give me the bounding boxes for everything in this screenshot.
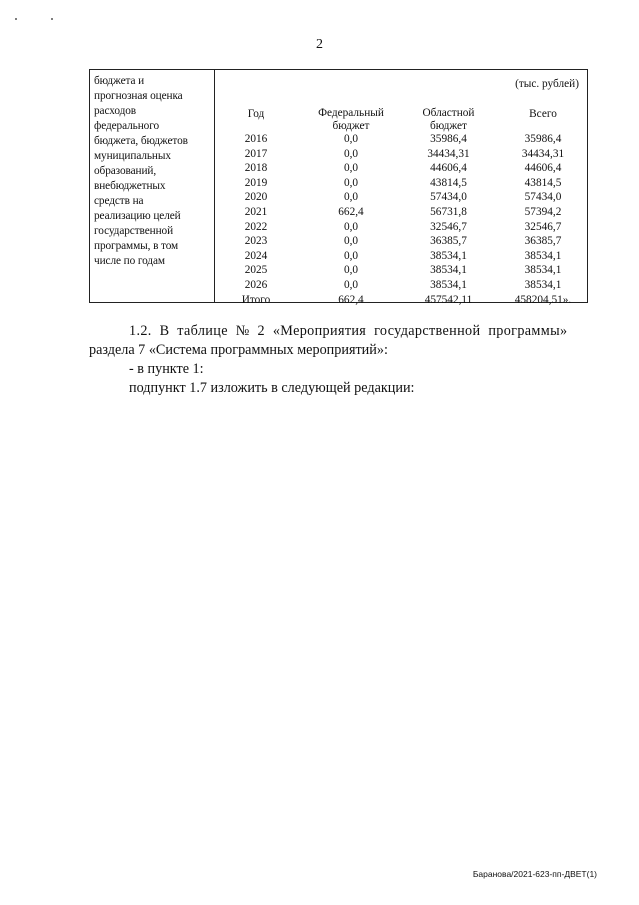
table-row bbox=[216, 220, 587, 235]
cell-year: 2023 bbox=[244, 235, 268, 248]
header-regional-line: Областной bbox=[422, 107, 475, 119]
label-line: расходов bbox=[94, 105, 136, 117]
cell-federal: 0,0 bbox=[343, 162, 359, 175]
cell-regional: 32546,7 bbox=[430, 220, 467, 233]
table-row bbox=[216, 249, 587, 264]
cell-regional: 34434,31 bbox=[427, 147, 470, 160]
label-line: средств на bbox=[94, 195, 144, 207]
header-federal-line: бюджет bbox=[332, 120, 370, 132]
label-line: государственной bbox=[94, 225, 174, 237]
label-line: числе по годам bbox=[94, 255, 165, 267]
cell-federal: 0,0 bbox=[343, 133, 359, 145]
page-number: 2 bbox=[316, 37, 323, 52]
label-line: федерального bbox=[94, 120, 159, 132]
paragraph-amendment bbox=[89, 322, 586, 360]
cell-regional: 457542,11 bbox=[424, 293, 473, 306]
table-row-total bbox=[216, 293, 587, 308]
cell-total: 36385,7 bbox=[524, 235, 562, 248]
label-line: прогнозная оценка bbox=[94, 90, 183, 102]
table-values-cell bbox=[216, 70, 587, 306]
cell-federal: 0,0 bbox=[343, 264, 359, 277]
cell-total: 35986,4 bbox=[524, 133, 562, 145]
cell-federal: 0,0 bbox=[343, 147, 359, 160]
label-line: программы, в том bbox=[94, 240, 179, 252]
cell-total: 57394,2 bbox=[524, 205, 562, 218]
cell-regional: 38534,1 bbox=[430, 278, 467, 291]
cell-total: 43814,5 bbox=[524, 176, 562, 189]
cell-federal: 0,0 bbox=[343, 235, 359, 248]
table-row bbox=[216, 205, 587, 220]
header-year bbox=[220, 108, 292, 121]
header-year-text: Год bbox=[247, 108, 265, 120]
cell-federal: 0,0 bbox=[343, 191, 359, 204]
table-row-label bbox=[90, 70, 215, 302]
cell-total: 44606,4 bbox=[524, 162, 562, 175]
cell-regional: 56731,8 bbox=[430, 205, 467, 218]
cell-total: 34434,31 bbox=[521, 147, 565, 160]
table-row bbox=[216, 263, 587, 278]
cell-federal: 0,0 bbox=[343, 220, 359, 233]
cell-year: 2022 bbox=[244, 220, 268, 233]
cell-year: 2018 bbox=[244, 162, 268, 175]
header-federal-line: Федеральный bbox=[318, 107, 384, 119]
table-row bbox=[216, 190, 587, 205]
scan-speck bbox=[51, 18, 53, 20]
table-row bbox=[216, 278, 587, 293]
cell-total: 32546,7 bbox=[524, 220, 562, 233]
cell-federal: 0,0 bbox=[343, 249, 359, 262]
cell-total: 57434,0 bbox=[524, 191, 562, 204]
cell-federal: 662,4 bbox=[338, 293, 364, 306]
cell-year: 2019 bbox=[244, 176, 268, 189]
scan-speck bbox=[15, 18, 17, 20]
header-federal bbox=[302, 107, 400, 133]
cell-year: Итого bbox=[241, 293, 271, 306]
label-line: внебюджетных bbox=[94, 180, 166, 192]
cell-year: 2026 bbox=[244, 278, 268, 291]
cell-year: 2025 bbox=[244, 264, 268, 277]
paragraph-subitem: подпункт 1.7 изложить в следующей редакции: bbox=[129, 380, 415, 396]
paragraph-line: раздела 7 «Система программных мероприятий»: bbox=[89, 342, 388, 358]
paragraph-item: - в пункте 1: bbox=[129, 361, 204, 377]
table-body bbox=[216, 132, 587, 307]
cell-year: 2020 bbox=[244, 191, 268, 204]
document-footer-code: Баранова/2021-623-пп-ДВЕТ(1) bbox=[472, 869, 597, 879]
cell-total: 38534,1 bbox=[524, 264, 562, 277]
cell-regional: 44606,4 bbox=[430, 162, 467, 175]
cell-year: 2024 bbox=[244, 249, 268, 262]
cell-federal: 0,0 bbox=[343, 278, 359, 291]
cell-year: 2021 bbox=[244, 205, 268, 218]
cell-total: 38534,1 bbox=[524, 249, 562, 262]
cell-regional: 35986,4 bbox=[430, 133, 467, 145]
table-row bbox=[216, 132, 587, 147]
header-regional-line: бюджет bbox=[430, 120, 467, 132]
cell-regional: 43814,5 bbox=[430, 176, 467, 189]
cell-year: 2017 bbox=[244, 147, 268, 160]
header-total-text: Всего bbox=[529, 108, 557, 120]
header-total bbox=[497, 108, 589, 121]
label-line: реализацию целей bbox=[94, 210, 181, 222]
header-regional bbox=[400, 107, 497, 133]
paragraph-line: 1.2. В таблице № 2 «Мероприятия государственной программы» bbox=[129, 323, 568, 339]
cell-federal: 662,4 bbox=[338, 205, 364, 218]
cell-total: 38534,1 bbox=[524, 278, 562, 291]
label-line: бюджета и bbox=[94, 75, 145, 87]
budget-table bbox=[89, 69, 588, 306]
label-line: муниципальных bbox=[94, 150, 171, 162]
cell-regional: 36385,7 bbox=[430, 235, 467, 248]
table-row bbox=[216, 234, 587, 249]
table-row bbox=[216, 176, 587, 191]
table-row bbox=[216, 147, 587, 162]
cell-federal: 0,0 bbox=[343, 176, 359, 189]
table-row bbox=[216, 161, 587, 176]
cell-regional: 57434,0 bbox=[430, 191, 467, 204]
label-line: бюджета, бюджетов bbox=[94, 135, 188, 147]
cell-regional: 38534,1 bbox=[430, 264, 467, 277]
label-line: образований, bbox=[94, 165, 157, 177]
cell-year: 2016 bbox=[244, 133, 268, 145]
cell-total: 458204,51». bbox=[514, 293, 572, 306]
units-label: (тыс. рублей) bbox=[515, 78, 579, 90]
cell-regional: 38534,1 bbox=[430, 249, 467, 262]
